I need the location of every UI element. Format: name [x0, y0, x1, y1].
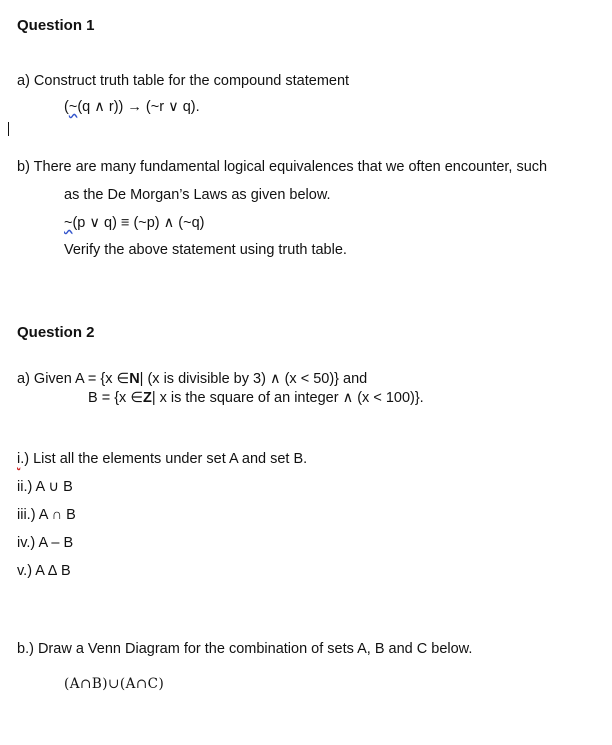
expr-rest: (q ∧ r)) → (~r ∨ q). [77, 99, 200, 115]
q1-part-b-expression [64, 214, 205, 232]
q1-part-a-expression [64, 98, 200, 116]
set-a-prefix: a) Given A = {x ∈ [17, 371, 130, 387]
q2-item-5: v.) A ∆ B [17, 563, 71, 579]
natural-numbers-symbol: N [129, 371, 140, 387]
q2-item-1 [17, 450, 307, 468]
integers-symbol: Z [142, 390, 152, 406]
q1-verify-text: Verify the above statement using truth table. [64, 242, 347, 258]
question-1-heading: Question 1 [17, 17, 95, 34]
expr-rest: (p ∨ q) ≡ (~p) ∧ (~q) [72, 215, 205, 231]
spell-mark: i [17, 451, 21, 467]
spell-mark: ~ [68, 99, 78, 115]
expr-open-paren: ( [64, 99, 69, 115]
q1-part-b-line2: as the De Morgan’s Laws as given below. [64, 187, 331, 203]
q1-part-b-line1: b) There are many fundamental logical equivalences that we often encounter, such [17, 159, 548, 175]
q2-venn-expression: (A∩B)∪(A∩C) [64, 676, 165, 692]
text-cursor [8, 122, 9, 136]
q2-item-3: iii.) A ∩ B [17, 507, 76, 523]
set-b-condition: | x is the square of an integer ∧ (x < 100)}. [151, 390, 424, 406]
q2-set-b-definition [88, 389, 424, 407]
q2-venn-instruction: b.) Draw a Venn Diagram for the combination of sets A, B and C below. [17, 641, 473, 657]
spell-mark: ~ [64, 215, 73, 231]
q2-item-4: iv.) A – B [17, 535, 74, 551]
item-text: .) List all the elements under set A and set B. [20, 451, 308, 467]
set-b-prefix: B = {x ∈ [88, 390, 143, 406]
question-2-heading: Question 2 [17, 324, 95, 341]
q2-set-a-definition [17, 370, 367, 388]
set-a-condition: | (x is divisible by 3) ∧ (x < 50)} and [139, 371, 368, 387]
q1-part-a-text: a) Construct truth table for the compound statement [17, 73, 350, 89]
q2-item-2: ii.) A ∪ B [17, 479, 73, 495]
